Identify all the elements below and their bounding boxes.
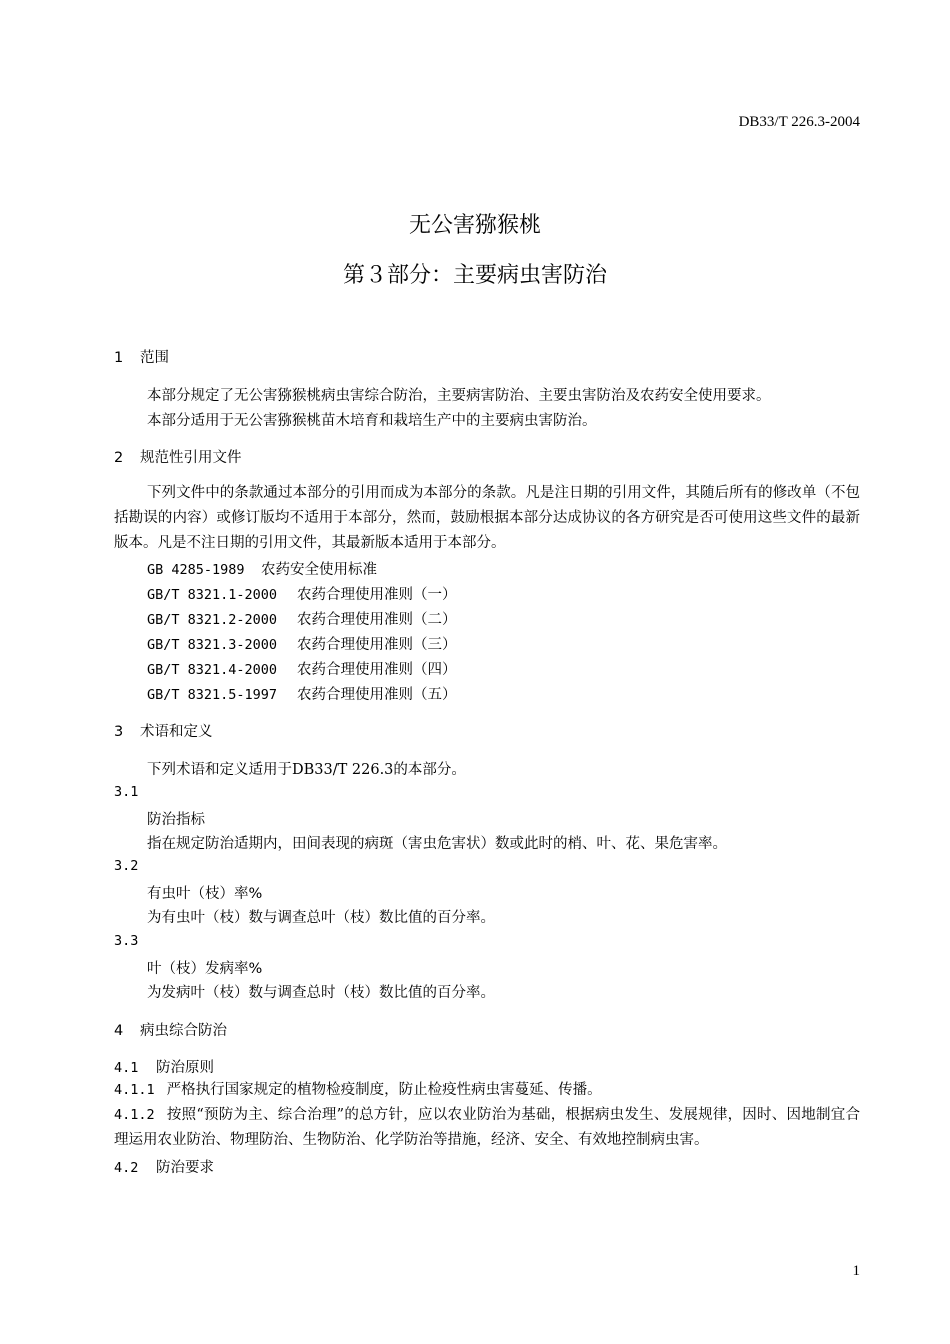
clause-number: 4.1.1 (114, 1082, 155, 1098)
subsection-title: 防治原则 (156, 1060, 214, 1076)
subsection-number: 4.2 (114, 1160, 139, 1176)
section-number: 4 (114, 1023, 124, 1039)
term-definition: 为有虫叶（枝）数与调查总叶（枝）数比值的百分率。 (147, 910, 495, 926)
reference-name: 农药合理使用准则（一） (297, 587, 457, 603)
section-1-heading (114, 346, 169, 367)
document-title: 无公害猕猴桃 (408, 213, 541, 238)
clause-4-1-2 (114, 1103, 860, 1153)
section-title: 规范性引用文件 (140, 450, 242, 466)
reference-item (147, 683, 457, 704)
term-name: 有虫叶（枝）率% (147, 886, 263, 902)
reference-name: 农药合理使用准则（五） (297, 687, 457, 703)
clause-text: 按照“预防为主、综合治理”的总方针，应以农业防治为基础，根据病虫发生、发展规律，因时、因地制宜合理运用农业防治、物理防治、生物防治、化学防治等措施，经济、安全、有效地控制病虫害。 (114, 1107, 860, 1148)
document-subtitle: 第３部分：主要病虫害防治 (342, 263, 607, 288)
reference-code: GB 4285-1989 (147, 562, 245, 578)
standard-code: DB33/T 226.3-2004 (738, 114, 860, 130)
section-title: 范围 (140, 350, 169, 366)
paragraph: 本部分适用于无公害猕猴桃苗木培育和栽培生产中的主要病虫害防治。 (147, 413, 597, 429)
paragraph: 下列文件中的条款通过本部分的引用而成为本部分的条款。凡是注日期的引用文件，其随后所有的修改单（不包括勘误的内容）或修订版均不适用于本部分，然而，鼓励根据本部分达成协议的各方研究是否可使用这些文件的最新版本。凡是不注日期的引用文件，其最新版本适用于本部分。 (114, 485, 860, 551)
term-number: 3.2 (114, 858, 139, 874)
subsection-4-2-heading (114, 1156, 214, 1177)
section-4-heading (114, 1019, 227, 1040)
reference-name: 农药合理使用准则（四） (297, 662, 457, 678)
subsection-title: 防治要求 (156, 1160, 214, 1176)
reference-code: GB/T 8321.3-2000 (147, 637, 278, 653)
reference-item (147, 658, 457, 679)
reference-item (147, 583, 457, 604)
section-number: 1 (114, 350, 124, 366)
reference-code: GB/T 8321.2-2000 (147, 612, 278, 628)
section-number: 2 (114, 450, 124, 466)
clause-number: 4.1.2 (114, 1107, 155, 1123)
subsection-4-1-heading (114, 1056, 214, 1077)
term-name: 叶（枝）发病率% (147, 961, 263, 977)
term-definition: 指在规定防治适期内，田间表现的病斑（害虫危害状）数或此时的梢、叶、花、果危害率。 (147, 836, 727, 852)
reference-code: GB/T 8321.4-2000 (147, 662, 278, 678)
section-3-heading (114, 720, 213, 741)
section-number: 3 (114, 724, 124, 740)
reference-name: 农药合理使用准则（三） (297, 637, 457, 653)
reference-name: 农药合理使用准则（二） (297, 612, 457, 628)
section-title: 病虫综合防治 (140, 1023, 227, 1039)
term-definition: 为发病叶（枝）数与调查总时（枝）数比值的百分率。 (147, 985, 495, 1001)
subsection-number: 4.1 (114, 1060, 139, 1076)
paragraph: 本部分规定了无公害猕猴桃病虫害综合防治，主要病害防治、主要虫害防治及农药安全使用要求。 (147, 388, 771, 404)
page-number: 1 (852, 1263, 860, 1279)
term-number: 3.1 (114, 784, 139, 800)
clause-4-1-1 (114, 1078, 860, 1103)
reference-item (147, 558, 377, 579)
reference-item (147, 608, 457, 629)
reference-code: GB/T 8321.5-1997 (147, 687, 278, 703)
clause-text: 严格执行国家规定的植物检疫制度，防止检疫性病虫害蔓延、传播。 (166, 1082, 602, 1098)
reference-code: GB/T 8321.1-2000 (147, 587, 278, 603)
term-name: 防治指标 (147, 812, 205, 828)
section-title: 术语和定义 (140, 724, 213, 740)
term-number: 3.3 (114, 933, 139, 949)
reference-item (147, 633, 457, 654)
paragraph: 下列术语和定义适用于DB33/T 226.3的本部分。 (147, 762, 466, 778)
reference-name: 农药安全使用标准 (261, 562, 377, 578)
section-2-heading (114, 446, 242, 467)
